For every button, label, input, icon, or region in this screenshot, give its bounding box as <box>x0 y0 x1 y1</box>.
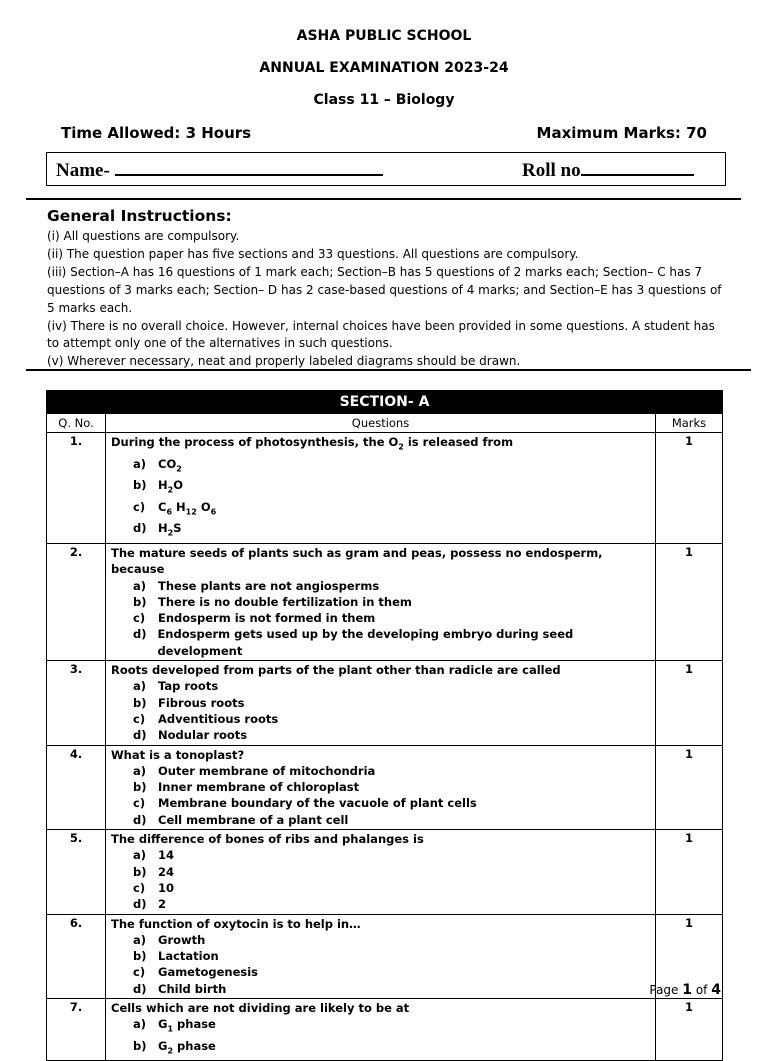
option-item <box>111 678 651 694</box>
option-label: a) <box>133 1017 147 1032</box>
option-item <box>111 711 651 727</box>
question-marks: 1 <box>656 543 723 660</box>
question-text: During the process of photosynthesis, the $O_2$ is released from <box>111 435 514 452</box>
instruction-item: (i) All questions are compulsory. <box>47 229 240 243</box>
page-total: 4 <box>711 982 721 998</box>
subscript: 12 <box>185 507 197 517</box>
option-text: These plants are not angiosperms <box>158 578 380 593</box>
question-marks: 1 <box>656 914 723 998</box>
option-item <box>111 695 651 711</box>
option-label: c) <box>133 611 146 626</box>
option-label: d) <box>133 897 147 912</box>
question-number: 7. <box>47 998 106 1060</box>
question-cell <box>106 745 656 829</box>
option-label: d) <box>133 521 147 536</box>
option-label: d) <box>133 812 147 827</box>
option-text: Tap roots <box>158 679 219 694</box>
question-text: The mature seeds of plants such as gram and peas, possess no endosperm, because <box>111 545 603 577</box>
section-a-table <box>46 390 723 1061</box>
option-text: Nodular roots <box>158 728 248 743</box>
option-text: $CO_2$ <box>158 456 182 473</box>
option-item <box>111 626 651 659</box>
option-text: There is no double fertilization in them <box>158 594 412 609</box>
question-cell <box>106 433 656 544</box>
option-item <box>111 477 651 499</box>
col-header-questions: Questions <box>106 414 656 433</box>
question-text: Roots developed from parts of the plant other than radicle are called <box>111 663 561 678</box>
option-item <box>111 763 651 779</box>
option-text: Inner membrane of chloroplast <box>158 780 360 795</box>
subscript: 6 <box>166 507 173 517</box>
instruction-item: (ii) The question paper has five sections and 33 questions. All questions are compulsory. <box>47 246 579 261</box>
option-text: 10 <box>158 880 175 895</box>
question-row <box>47 433 723 544</box>
option-label: a) <box>133 763 147 778</box>
option-label: a) <box>133 848 147 863</box>
col-header-qno: Q. No. <box>47 414 106 433</box>
student-details-box <box>46 152 726 186</box>
question-text: The difference of bones of ribs and phalanges is <box>111 832 424 847</box>
question-cell <box>106 998 656 1060</box>
option-label: d) <box>133 728 147 743</box>
question-number: 2. <box>47 543 106 660</box>
option-label: c) <box>133 499 146 514</box>
option-label: b) <box>133 949 147 964</box>
section-title: SECTION- A <box>47 391 723 414</box>
option-label: c) <box>133 965 146 980</box>
subscript: 6 <box>210 507 217 517</box>
option-item <box>111 795 651 811</box>
subscript: 2 <box>167 528 174 538</box>
question-number: 1. <box>47 433 106 544</box>
question-row <box>47 830 723 914</box>
roll-no-field <box>522 158 694 182</box>
option-text: Endosperm gets used up by the developing embryo during seed development <box>157 627 574 658</box>
option-label: b) <box>133 594 147 609</box>
roll-no-label: Roll no <box>522 160 581 181</box>
option-item <box>111 578 651 594</box>
question-cell <box>106 543 656 660</box>
roll-no-blank-line <box>581 158 694 176</box>
question-number: 4. <box>47 745 106 829</box>
option-text: 14 <box>158 848 175 863</box>
option-label: b) <box>133 864 147 879</box>
question-text: What is a tonoplast? <box>111 747 245 762</box>
name-field <box>56 158 383 182</box>
question-row <box>47 914 723 998</box>
option-text: Cell membrane of a plant cell <box>158 812 349 827</box>
page-number: 1 <box>682 982 693 998</box>
question-text: Cells which are not dividing are likely to be at <box>111 1000 410 1015</box>
instruction-item: (iv) There is no overall choice. However, internal choices have been provided in some questions. A student has to attempt only one of the alternatives in such questions. <box>47 318 715 351</box>
maximum-marks: Maximum Marks: 70 <box>536 124 707 142</box>
option-item <box>111 779 651 795</box>
option-label: a) <box>133 578 147 593</box>
option-item <box>111 812 651 828</box>
option-item <box>111 520 651 542</box>
option-label: d) <box>133 627 147 642</box>
option-label: b) <box>133 695 147 710</box>
col-header-marks: Marks <box>656 414 723 433</box>
option-item <box>111 864 651 880</box>
option-label: c) <box>133 796 146 811</box>
option-label: b) <box>133 478 147 493</box>
question-row <box>47 543 723 660</box>
option-text: $H_2S$ <box>158 521 182 538</box>
option-label: a) <box>133 456 147 471</box>
question-marks: 1 <box>656 433 723 544</box>
subscript: 2 <box>398 442 404 452</box>
option-item <box>111 932 651 948</box>
option-text: Lactation <box>158 949 219 964</box>
option-item <box>111 610 651 626</box>
time-allowed: Time Allowed: 3 Hours <box>61 124 252 142</box>
question-marks: 1 <box>656 998 723 1060</box>
option-text: $C_6$ $H_{12}$ $O_6$ <box>158 499 217 517</box>
subscript: 2 <box>167 485 174 495</box>
option-item <box>111 1016 651 1038</box>
question-row <box>47 745 723 829</box>
option-item <box>111 499 651 521</box>
option-text: Membrane boundary of the vacuole of plant cells <box>158 796 477 811</box>
option-item <box>111 981 651 997</box>
option-text: Growth <box>158 932 206 947</box>
question-number: 5. <box>47 830 106 914</box>
option-label: b) <box>133 780 147 795</box>
question-marks: 1 <box>656 745 723 829</box>
option-text: $G_2$ phase <box>158 1038 216 1056</box>
page-label: Page <box>649 983 679 997</box>
exam-title: ANNUAL EXAMINATION 2023-24 <box>259 60 509 76</box>
option-item <box>111 896 651 912</box>
name-label: Name- <box>56 160 110 181</box>
option-label: b) <box>133 1038 147 1053</box>
option-label: c) <box>133 880 146 895</box>
instructions-title: General Instructions: <box>47 207 232 225</box>
option-label: a) <box>133 679 147 694</box>
divider-top <box>26 198 741 200</box>
option-text: 24 <box>158 864 175 879</box>
question-number: 6. <box>47 914 106 998</box>
option-item <box>111 594 651 610</box>
school-name: ASHA PUBLIC SCHOOL <box>296 28 472 44</box>
divider-bottom <box>26 369 751 371</box>
question-cell <box>106 914 656 998</box>
option-text: Child birth <box>158 981 227 996</box>
option-text: Outer membrane of mitochondria <box>158 763 376 778</box>
page-of-label: of <box>695 983 708 997</box>
option-text: Gametogenesis <box>158 965 259 980</box>
option-item <box>111 964 651 980</box>
question-cell <box>106 830 656 914</box>
option-item <box>111 1038 651 1060</box>
questions-body <box>47 433 723 1061</box>
subscript: 1 <box>167 1024 174 1034</box>
question-number: 3. <box>47 661 106 745</box>
instructions-list <box>47 228 727 371</box>
option-item <box>111 456 651 478</box>
question-row <box>47 661 723 745</box>
option-text: $G_1$ phase <box>158 1017 216 1034</box>
general-instructions <box>47 207 727 371</box>
instruction-item: (v) Wherever necessary, neat and properly labeled diagrams should be drawn. <box>47 354 521 369</box>
question-cell <box>106 661 656 745</box>
instruction-item: (iii) Section–A has 16 questions of 1 mark each; Section–B has 5 questions of 2 marks each; Section– C has 7 questions of 3 marks each; Section– D has 2 case-based questions of 4 marks; and Section–E has 3 questions of 5 marks each. <box>47 264 722 315</box>
question-text: The function of oxytocin is to help in… <box>111 916 361 931</box>
question-row <box>47 998 723 1060</box>
option-label: a) <box>133 932 147 947</box>
option-text: Fibrous roots <box>158 695 245 710</box>
option-text: $H_2O$ <box>158 478 183 495</box>
option-label: c) <box>133 711 146 726</box>
option-item <box>111 847 651 863</box>
option-label: d) <box>133 981 147 996</box>
subscript: 2 <box>167 1046 174 1056</box>
option-item <box>111 880 651 896</box>
subscript: 2 <box>176 463 182 473</box>
option-text: 2 <box>158 897 167 912</box>
option-item <box>111 727 651 743</box>
name-blank-line <box>115 158 383 176</box>
option-item <box>111 948 651 964</box>
page-footer <box>649 982 721 998</box>
option-text: Endosperm is not formed in them <box>158 611 376 626</box>
option-text: Adventitious roots <box>158 711 279 726</box>
question-marks: 1 <box>656 661 723 745</box>
question-marks: 1 <box>656 830 723 914</box>
class-subject: Class 11 – Biology <box>313 92 455 108</box>
